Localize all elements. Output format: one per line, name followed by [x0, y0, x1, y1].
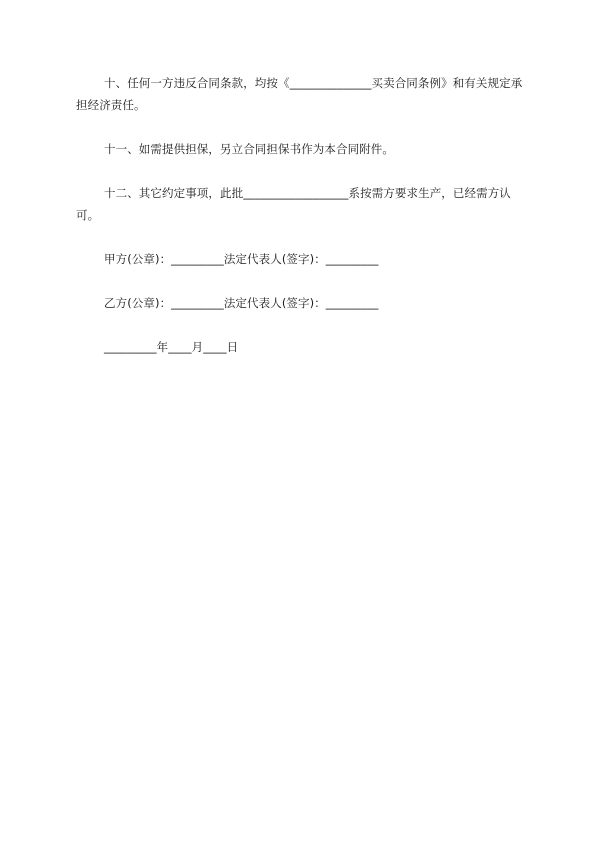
date-line: _________年____月____日	[104, 340, 239, 354]
clause-11: 十一、如需提供担保，另立合同担保书作为本合同附件。	[104, 142, 394, 156]
document-body	[76, 72, 526, 380]
party-a-signature-line: 甲方(公章)：_________法定代表人(签字)：_________	[104, 252, 379, 266]
party-b-signature-line: 乙方(公章)：_________法定代表人(签字)：_________	[104, 296, 379, 310]
clause-12: 十二、其它约定事项，此批__________________系按需方要求生产，已经需方认可。	[76, 186, 511, 222]
clause-10: 十、任何一方违反合同条款，均按《______________买卖合同条例》和有关规定承担经济责任。	[76, 76, 523, 112]
